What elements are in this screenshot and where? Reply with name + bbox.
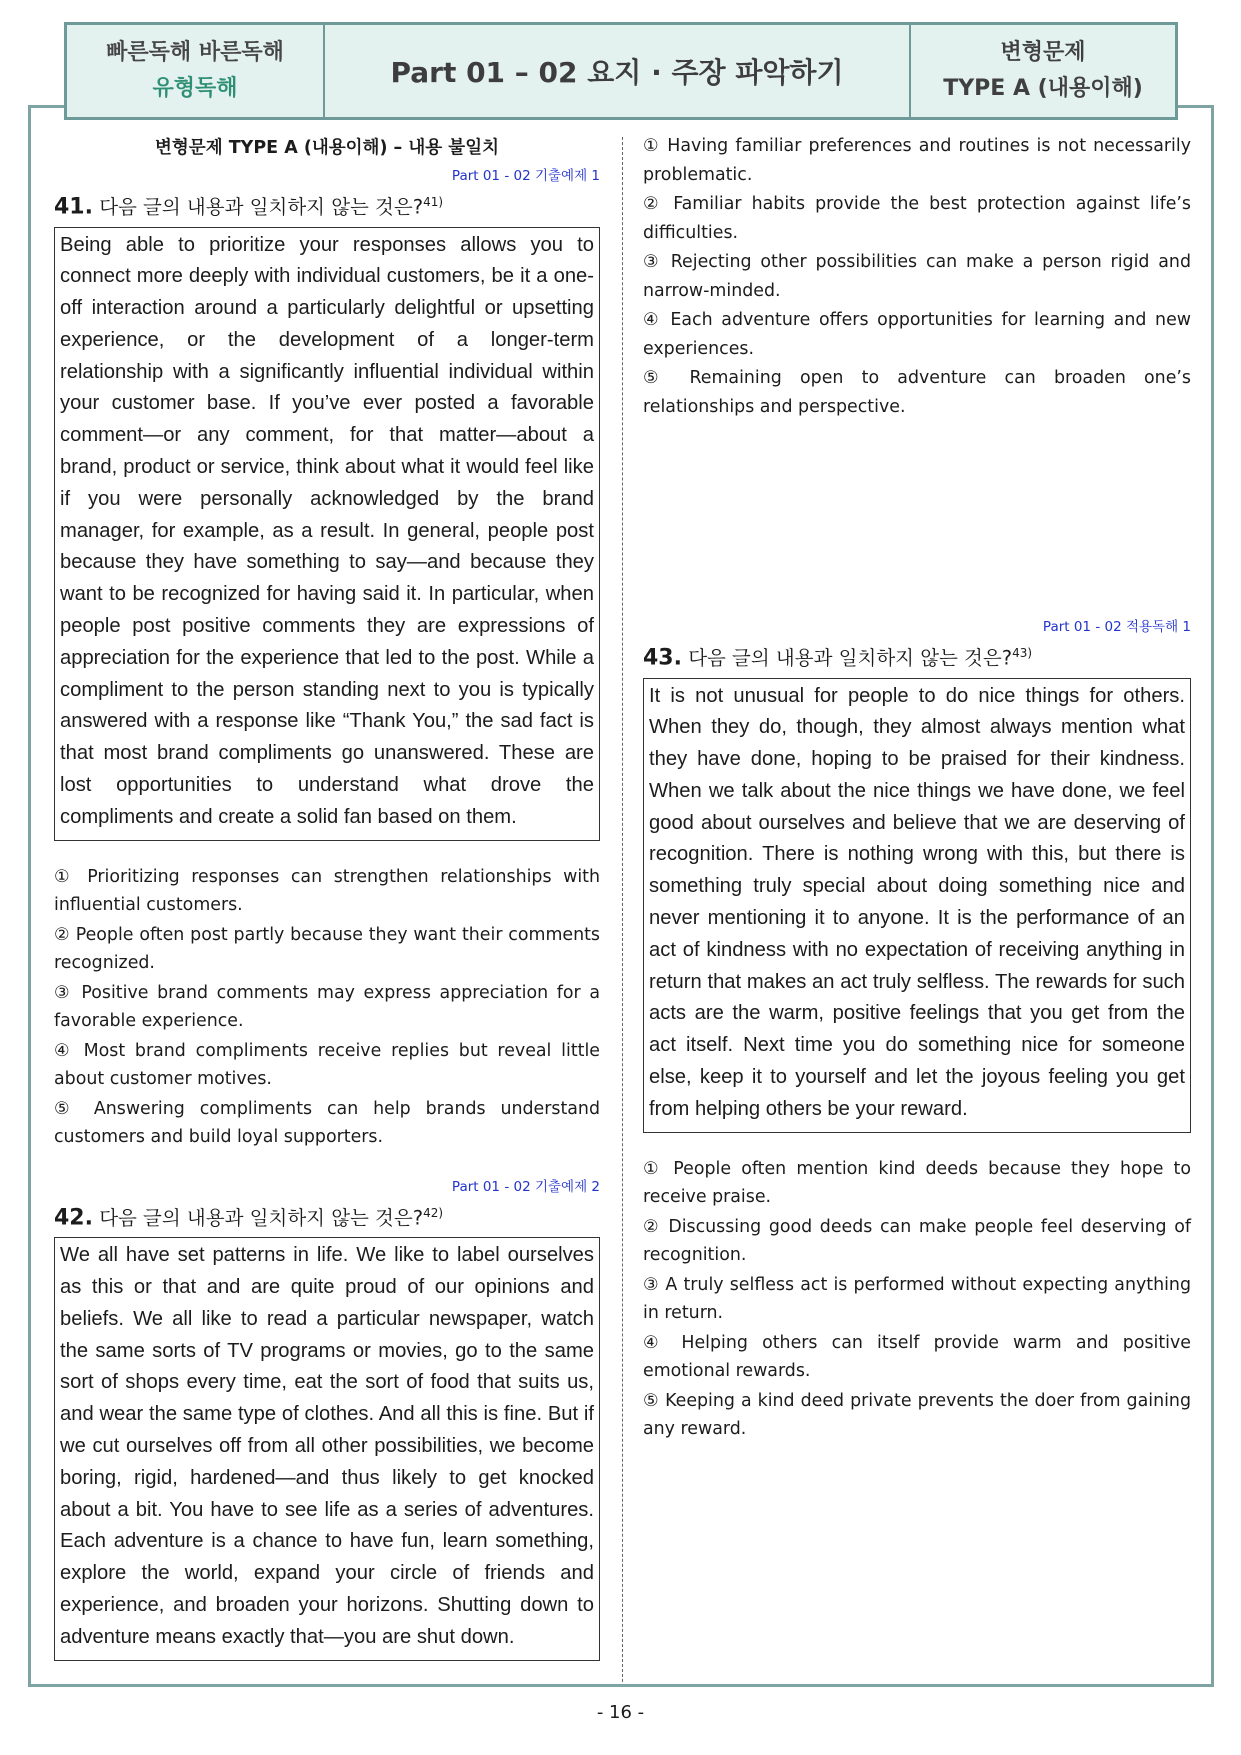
question-prompt: 다음 글의 내용과 일치하지 않는 것은?	[99, 1206, 424, 1230]
question-number: 43.	[643, 645, 682, 671]
passage-box: It is not unusual for people to do nice things for others. When they do, though, they almost always mention what they have done, hoping to be praised for their kindness. When we talk about the nice things we have done, we feel good about ourselves and believe that we are deserving of recognition. There is nothing wrong with this, but there is something truly special about doing something nice and never mentioning it to anyone. It is the performance of an act of kindness with no expectation of receiving anything in return that makes an act truly selfless. The rewards for such acts are the warm, positive feelings that you get from the act itself. Next time you do something nice for someone else, keep it to yourself and let the joyous feeling you get from helping others be your reward.	[643, 678, 1191, 1133]
page-number: - 16 -	[596, 1702, 645, 1723]
option-3[interactable]: ③ Rejecting other possibilities can make a person rigid and narrow-minded.	[643, 252, 1191, 301]
header-problem-type	[909, 25, 1175, 117]
column-divider	[622, 137, 623, 1682]
header-type-label: 변형문제	[1000, 40, 1086, 65]
option-3[interactable]: ③ A truly selfless act is performed without expecting anything in return.	[643, 1274, 1191, 1324]
question-41	[54, 165, 600, 1152]
option-4[interactable]: ④ Helping others can itself provide warm and positive emotional rewards.	[643, 1332, 1191, 1382]
option-4[interactable]: ④ Most brand compliments receive replies but reveal little about customer motives.	[54, 1040, 600, 1090]
option-5[interactable]: ⑤ Remaining open to adventure can broaden one’s relationships and perspective.	[643, 368, 1191, 417]
option-5[interactable]: ⑤ Answering compliments can help brands understand customers and build loyal supporters.	[54, 1098, 600, 1148]
question-title	[54, 187, 600, 223]
footnote-mark: 43)	[1012, 646, 1033, 660]
option-3[interactable]: ③ Positive brand comments may express appreciation for a favorable experience.	[54, 982, 600, 1032]
footnote-mark: 42)	[423, 1205, 444, 1220]
right-column	[643, 132, 1191, 1440]
header-book-subtitle: 유형독해	[152, 76, 238, 101]
passage-box: We all have set patterns in life. We like to label ourselves as this or that and are quite proud of our opinions and beliefs. We all like to read a particular newspaper, watch the same sorts of TV programs or movies, go to the same sort of shops every time, eat the sort of food that suits us, and wear the same type of clothes. And all this is fine. But if we cut ourselves off from all other possibilities, we become boring, rigid, hardened—and thus likely to get knocked about a bit. You have to see life as a series of adventures. Each adventure is a chance to have fun, learn something, explore the world, expand your circle of friends and experience, and broaden your horizons. Shutting down to adventure means exactly that—you are shut down.	[54, 1237, 600, 1660]
question-number: 42.	[54, 1205, 93, 1231]
section-title: 변형문제 TYPE A (내용이해) – 내용 불일치	[155, 138, 499, 158]
question-42	[54, 1176, 600, 1661]
answer-options	[643, 132, 1191, 421]
left-column	[54, 132, 600, 1661]
page-header	[64, 22, 1178, 120]
option-1[interactable]: ① Prioritizing responses can strengthen relationships with influential customers.	[54, 866, 600, 916]
question-prompt: 다음 글의 내용과 일치하지 않는 것은?	[688, 646, 1013, 670]
question-source: Part 01 - 02 적용독해 1	[1042, 619, 1191, 635]
option-5[interactable]: ⑤ Keeping a kind deed private prevents the doer from gaining any reward.	[643, 1390, 1191, 1440]
option-2[interactable]: ② Discussing good deeds can make people feel deserving of recognition.	[643, 1216, 1191, 1266]
question-number: 41.	[54, 194, 93, 220]
question-title	[54, 1198, 600, 1234]
frame-top-right-edge	[1178, 105, 1214, 108]
answer-options	[54, 863, 600, 1152]
footnote-mark: 41)	[423, 195, 444, 209]
question-prompt: 다음 글의 내용과 일치하지 않는 것은?	[99, 195, 424, 219]
header-chapter-title: Part 01 – 02 요지 · 주장 파악하기	[390, 56, 844, 89]
header-book-title	[67, 25, 325, 117]
passage-box: Being able to prioritize your responses allows you to connect more deeply with individual customers, be it a one-off interaction around a particularly delightful or upsetting experience, or the development of a longer-term relationship with a significantly influential individual within your customer base. If you’ve ever posted a favorable comment—or any comment, for that matter—about a brand, product or service, think about what it would feel like if you were personally acknowledged by the brand manager, for example, as a result. In general, people post because they have something to say—and because they want to be recognized for having said it. In particular, when people post positive comments they are expressions of appreciation for the experience that led to the post. While a compliment to the person standing next to you is typically answered with a response like “Thank You,” the sad fact is that most brand compliments go unanswered. These are lost opportunities to understand what drove the compliments and create a solid fan based on them.	[54, 227, 600, 841]
question-source: Part 01 - 02 기출예제 2	[451, 1178, 600, 1195]
question-title	[643, 638, 1191, 674]
option-2[interactable]: ② Familiar habits provide the best protection against life’s difficulties.	[643, 194, 1191, 243]
question-source: Part 01 - 02 기출예제 1	[451, 168, 600, 184]
option-2[interactable]: ② People often post partly because they want their comments recognized.	[54, 924, 600, 974]
option-4[interactable]: ④ Each adventure offers opportunities for learning and new experiences.	[643, 310, 1191, 359]
header-book-name: 빠른독해 바른독해	[106, 40, 284, 65]
frame-top-left-edge	[28, 105, 64, 108]
answer-options	[643, 1155, 1191, 1444]
question-43	[643, 616, 1191, 1445]
header-type-name: TYPE A (내용이해)	[943, 76, 1143, 101]
option-1[interactable]: ① People often mention kind deeds because they hope to receive praise.	[643, 1158, 1191, 1208]
option-1[interactable]: ① Having familiar preferences and routines is not necessarily problematic.	[643, 136, 1191, 185]
